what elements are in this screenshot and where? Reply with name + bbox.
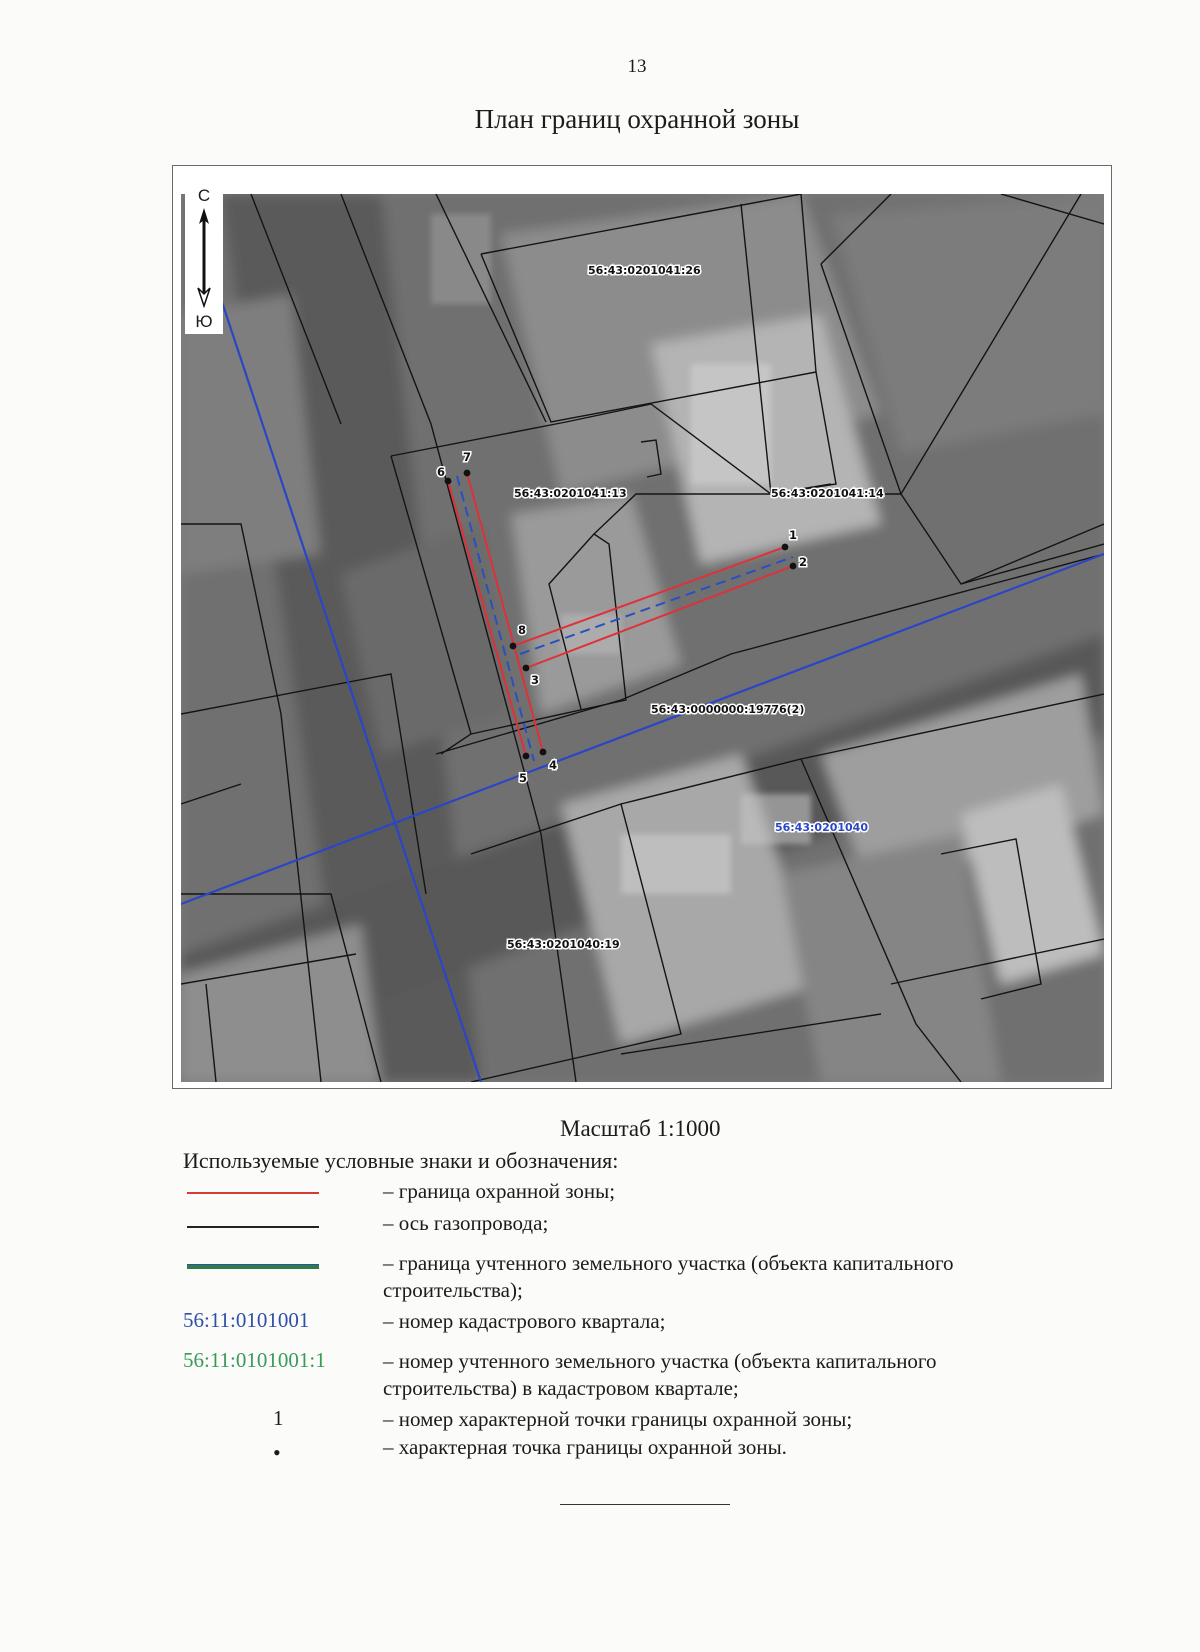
map-svg [181, 194, 1104, 1082]
zone-boundary-key [187, 1192, 319, 1194]
compass-north-label: С [197, 186, 211, 205]
parcel-label-13: 56:43:0201041:13 [514, 487, 627, 500]
page-title: План границ охранной зоны [474, 104, 800, 134]
parcel-label-26: 56:43:0201041:26 [588, 264, 701, 277]
map-scale: Масштаб 1:1000 [560, 1116, 721, 1141]
north-arrow [185, 186, 223, 334]
legend-text: – граница охранной зоны; [383, 1179, 616, 1203]
point-label-3: 3 [531, 673, 540, 687]
quarter-number-key: 56:11:0101001 [183, 1308, 310, 1332]
legend-heading: Используемые условные знаки и обозначения: [183, 1148, 619, 1173]
point-8 [510, 643, 517, 650]
point-6 [445, 478, 452, 485]
point-2 [790, 563, 797, 570]
point-label-4: 4 [549, 758, 558, 772]
legend-text: – номер кадастрового квартала; [383, 1309, 666, 1333]
point-4 [540, 749, 547, 756]
parcel-boundary-key [187, 1264, 319, 1269]
point-key: • [273, 1440, 281, 1465]
map-canvas[interactable] [181, 194, 1104, 1082]
point-number-key: 1 [273, 1406, 284, 1430]
point-1 [782, 544, 789, 551]
parcel-label-19: 56:43:0201040:19 [507, 938, 620, 951]
pipeline-axis-key [187, 1226, 319, 1228]
page-number: 13 [627, 56, 647, 77]
legend-text: – номер характерной точки границы охранной зоны; [383, 1407, 853, 1431]
parcel-number-key: 56:11:0101001:1 [183, 1348, 326, 1372]
legend-text: – характерная точка границы охранной зоны. [383, 1435, 787, 1459]
point-5 [523, 753, 530, 760]
aerial-imagery [181, 194, 1104, 1082]
point-label-5: 5 [519, 771, 528, 785]
point-label-8: 8 [518, 623, 527, 637]
legend-text: – граница учтенного земельного участка (объекта капитального строительства); [383, 1251, 954, 1302]
compass-south-label: Ю [195, 312, 213, 331]
north-arrow-icon [194, 208, 214, 308]
point-label-6: 6 [437, 465, 446, 479]
point-7 [464, 470, 471, 477]
point-label-7: 7 [463, 450, 472, 464]
bottom-divider [560, 1504, 730, 1505]
point-3 [523, 665, 530, 672]
parcel-label-14: 56:43:0201041:14 [771, 487, 884, 500]
legend-text: – номер учтенного земельного участка (объекта капитального строительства) в кадастровом квартале; [383, 1349, 937, 1400]
point-label-2: 2 [799, 555, 808, 569]
parcel-label-19776: 56:43:0000000:19776(2) [651, 703, 805, 716]
legend-text: – ось газопровода; [383, 1211, 549, 1235]
point-label-1: 1 [789, 528, 798, 542]
quarter-label: 56:43:0201040 [775, 821, 868, 834]
